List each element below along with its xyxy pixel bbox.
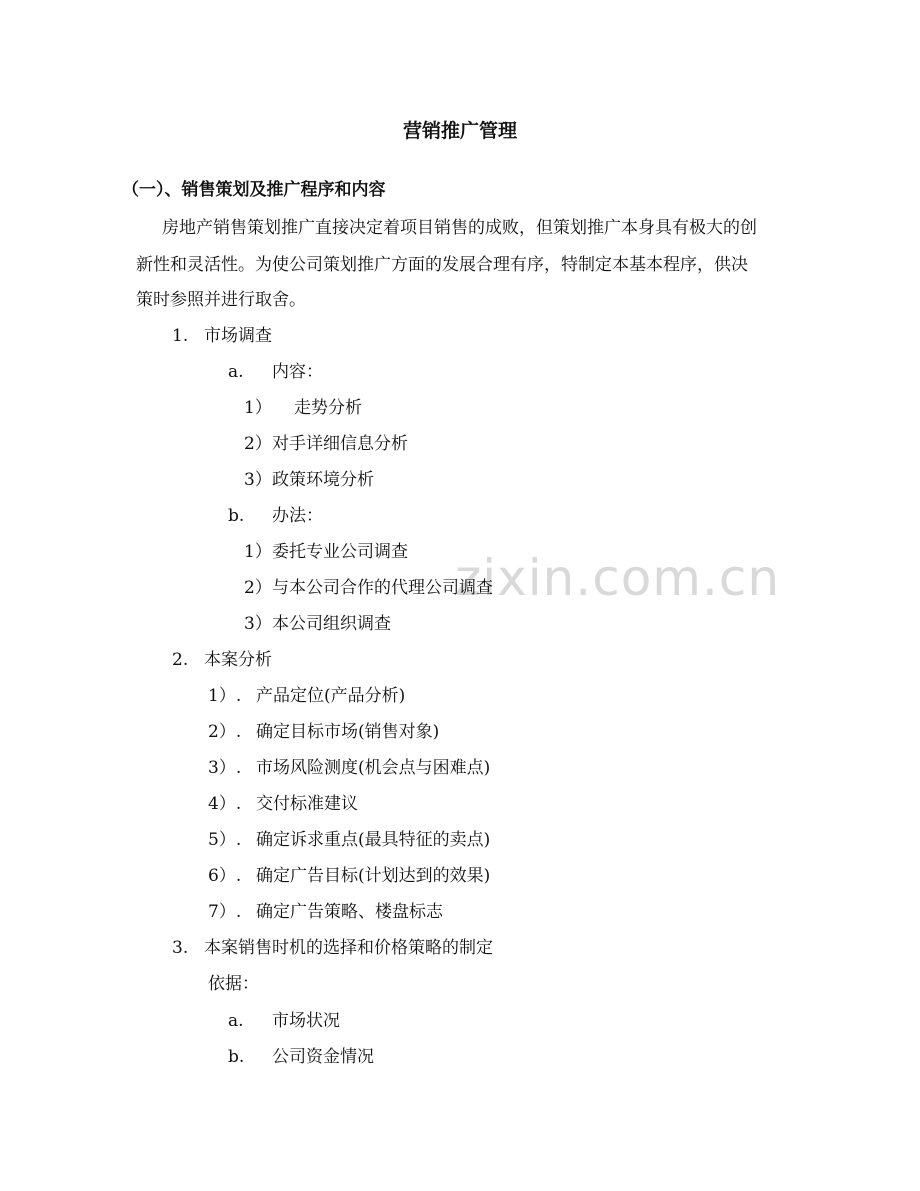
item-1a-2-number: 2）	[244, 434, 272, 454]
item-1a-3-label: 政策环境分析	[272, 470, 374, 490]
item-2-3-label: 市场风险测度(机会点与困难点)	[256, 758, 491, 778]
intro-line-3: 策时参照并进行取舍。	[136, 290, 306, 310]
item-1b-3-label: 本公司组织调查	[272, 614, 391, 634]
item-2-4-label: 交付标准建议	[256, 794, 358, 814]
item-2-7-label: 确定广告策略、楼盘标志	[256, 902, 443, 922]
item-1a-3-number: 3）	[244, 470, 272, 490]
watermark: zixin.com.cn	[455, 549, 781, 607]
item-3b-label: 公司资金情况	[272, 1047, 374, 1067]
item-1b-2-number: 2）	[244, 578, 272, 598]
item-1b-number: b.	[228, 506, 245, 526]
section-heading: （一）、销售策划及推广程序和内容	[122, 180, 386, 200]
item-3a-label: 市场状况	[272, 1011, 340, 1031]
item-3a-number: a.	[228, 1011, 244, 1031]
item-2-2-number: 2）.	[208, 722, 242, 742]
item-2-1-label: 产品定位(产品分析)	[256, 686, 406, 706]
item-1b-1-number: 1）	[244, 542, 272, 562]
item-1a-label: 内容：	[272, 362, 323, 382]
document-title: 营销推广管理	[402, 120, 517, 142]
item-2-5-label: 确定诉求重点(最具特征的卖点)	[256, 830, 491, 850]
item-1a-2-label: 对手详细信息分析	[272, 434, 408, 454]
item-2-7-number: 7）.	[208, 902, 242, 922]
item-3b-number: b.	[228, 1047, 245, 1067]
item-2-label: 本案分析	[204, 650, 272, 670]
item-1-label: 市场调查	[204, 326, 272, 346]
item-2-2-label: 确定目标市场(销售对象)	[256, 722, 440, 742]
item-1a-1-label: 走势分析	[294, 398, 362, 418]
item-3-label: 本案销售时机的选择和价格策略的制定	[204, 938, 493, 958]
item-1b-3-number: 3）	[244, 614, 272, 634]
item-2-number: 2.	[172, 650, 189, 670]
item-1a-1-number: 1）	[244, 398, 272, 418]
item-2-4-number: 4）.	[208, 794, 242, 814]
intro-line-2: 新性和灵活性。为使公司策划推广方面的发展合理有序，特制定本基本程序，供决	[136, 255, 748, 275]
item-2-1-number: 1）.	[208, 686, 242, 706]
item-2-6-label: 确定广告目标(计划达到的效果)	[256, 866, 491, 886]
intro-line-1: 房地产销售策划推广直接决定着项目销售的成败，但策划推广本身具有极大的创	[162, 218, 757, 238]
item-1a-number: a.	[228, 362, 244, 382]
item-1b-2-label: 与本公司合作的代理公司调查	[272, 578, 493, 598]
item-2-6-number: 6）.	[208, 866, 242, 886]
item-2-3-number: 3）.	[208, 758, 242, 778]
item-3-basis: 依据：	[208, 974, 259, 994]
item-2-5-number: 5）.	[208, 830, 242, 850]
item-1b-1-label: 委托专业公司调查	[272, 542, 408, 562]
item-3-number: 3.	[172, 938, 189, 958]
item-1b-label: 办法：	[272, 506, 323, 526]
item-1-number: 1.	[172, 326, 189, 346]
